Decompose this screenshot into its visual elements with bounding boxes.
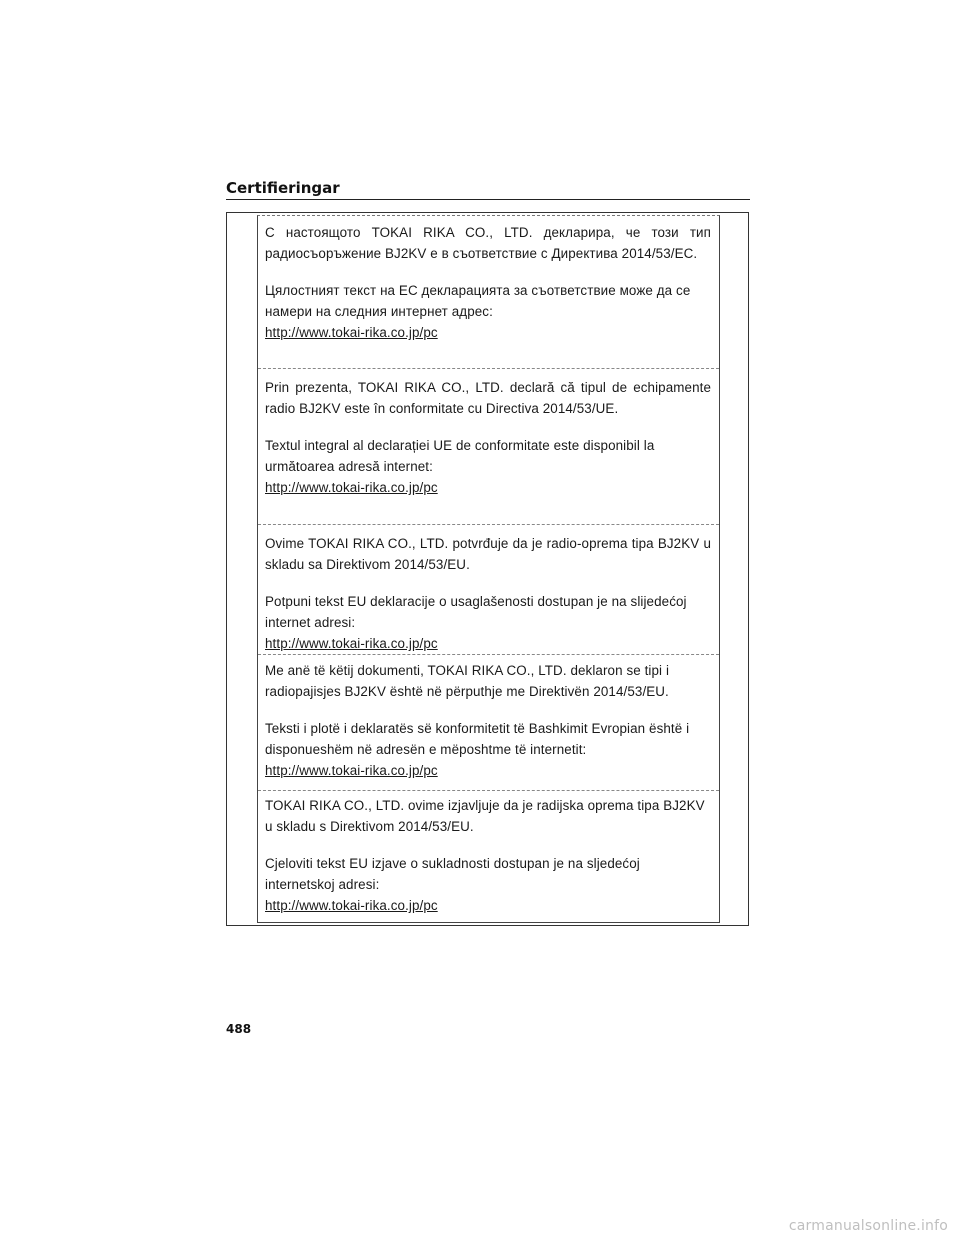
declaration-block-bosnian bbox=[258, 524, 719, 654]
title-divider bbox=[226, 199, 750, 200]
declaration-sheet bbox=[257, 215, 720, 923]
watermark: carmanualsonline.info bbox=[788, 1218, 948, 1234]
availability-text: Textul integral al declarației UE de conformitate este disponibil la următoarea adresă internet: bbox=[265, 438, 655, 474]
declaration-statement: С настоящото TOKAI RIKA CO., LTD. декларира, че този тип радиосъоръжение BJ2KV е в съответствие с Директива 2014/53/ЕС. bbox=[265, 225, 711, 261]
availability-text: Цялостният текст на ЕС декларацията за съответствие може да се намери на следния интернет адрес: bbox=[265, 283, 691, 319]
declaration-statement: TOKAI RIKA CO., LTD. ovime izjavljuje da je radijska oprema tipa BJ2KV u skladu s Direktivom 2014/53/EU. bbox=[265, 798, 705, 834]
declaration-statement: Prin prezenta, TOKAI RIKA CO., LTD. declară că tipul de echipamente radio BJ2KV este în conformitate cu Directiva 2014/53/UE. bbox=[265, 380, 711, 416]
declaration-link[interactable]: http://www.tokai-rika.co.jp/pc bbox=[265, 898, 438, 913]
availability-text: Cjeloviti tekst EU izjave o sukladnosti dostupan je na sljedećoj internetskoj adresi: bbox=[265, 856, 640, 892]
declaration-link[interactable]: http://www.tokai-rika.co.jp/pc bbox=[265, 480, 438, 495]
availability-text: Potpuni tekst EU deklaracije o usaglašenosti dostupan je na slijedećoj internet adresi: bbox=[265, 594, 687, 630]
page-number: 488 bbox=[226, 1022, 252, 1036]
declaration-statement: Me anë të këtij dokumenti, TOKAI RIKA CO., LTD. deklaron se tipi i radiopajisjes BJ2KV është në përputhje me Direktivën 2014/53/EU. bbox=[265, 663, 670, 699]
declaration-link[interactable]: http://www.tokai-rika.co.jp/pc bbox=[265, 636, 438, 651]
declaration-block-bulgarian bbox=[258, 222, 719, 368]
availability-text: Teksti i plotë i deklaratës së konformitetit të Bashkimit Evropian është i disponueshëm në adresën e mëposhtme të internetit: bbox=[265, 721, 690, 757]
declaration-block-albanian bbox=[258, 654, 719, 790]
declaration-link[interactable]: http://www.tokai-rika.co.jp/pc bbox=[265, 325, 438, 340]
declaration-statement: Ovime TOKAI RIKA CO., LTD. potvrđuje da je radio-oprema tipa BJ2KV u skladu sa Direktivom 2014/53/EU. bbox=[265, 536, 711, 572]
section-title: Certifieringar bbox=[226, 179, 340, 197]
declaration-block-romanian bbox=[258, 368, 719, 514]
declaration-link[interactable]: http://www.tokai-rika.co.jp/pc bbox=[265, 763, 438, 778]
declaration-block-croatian bbox=[258, 790, 719, 920]
